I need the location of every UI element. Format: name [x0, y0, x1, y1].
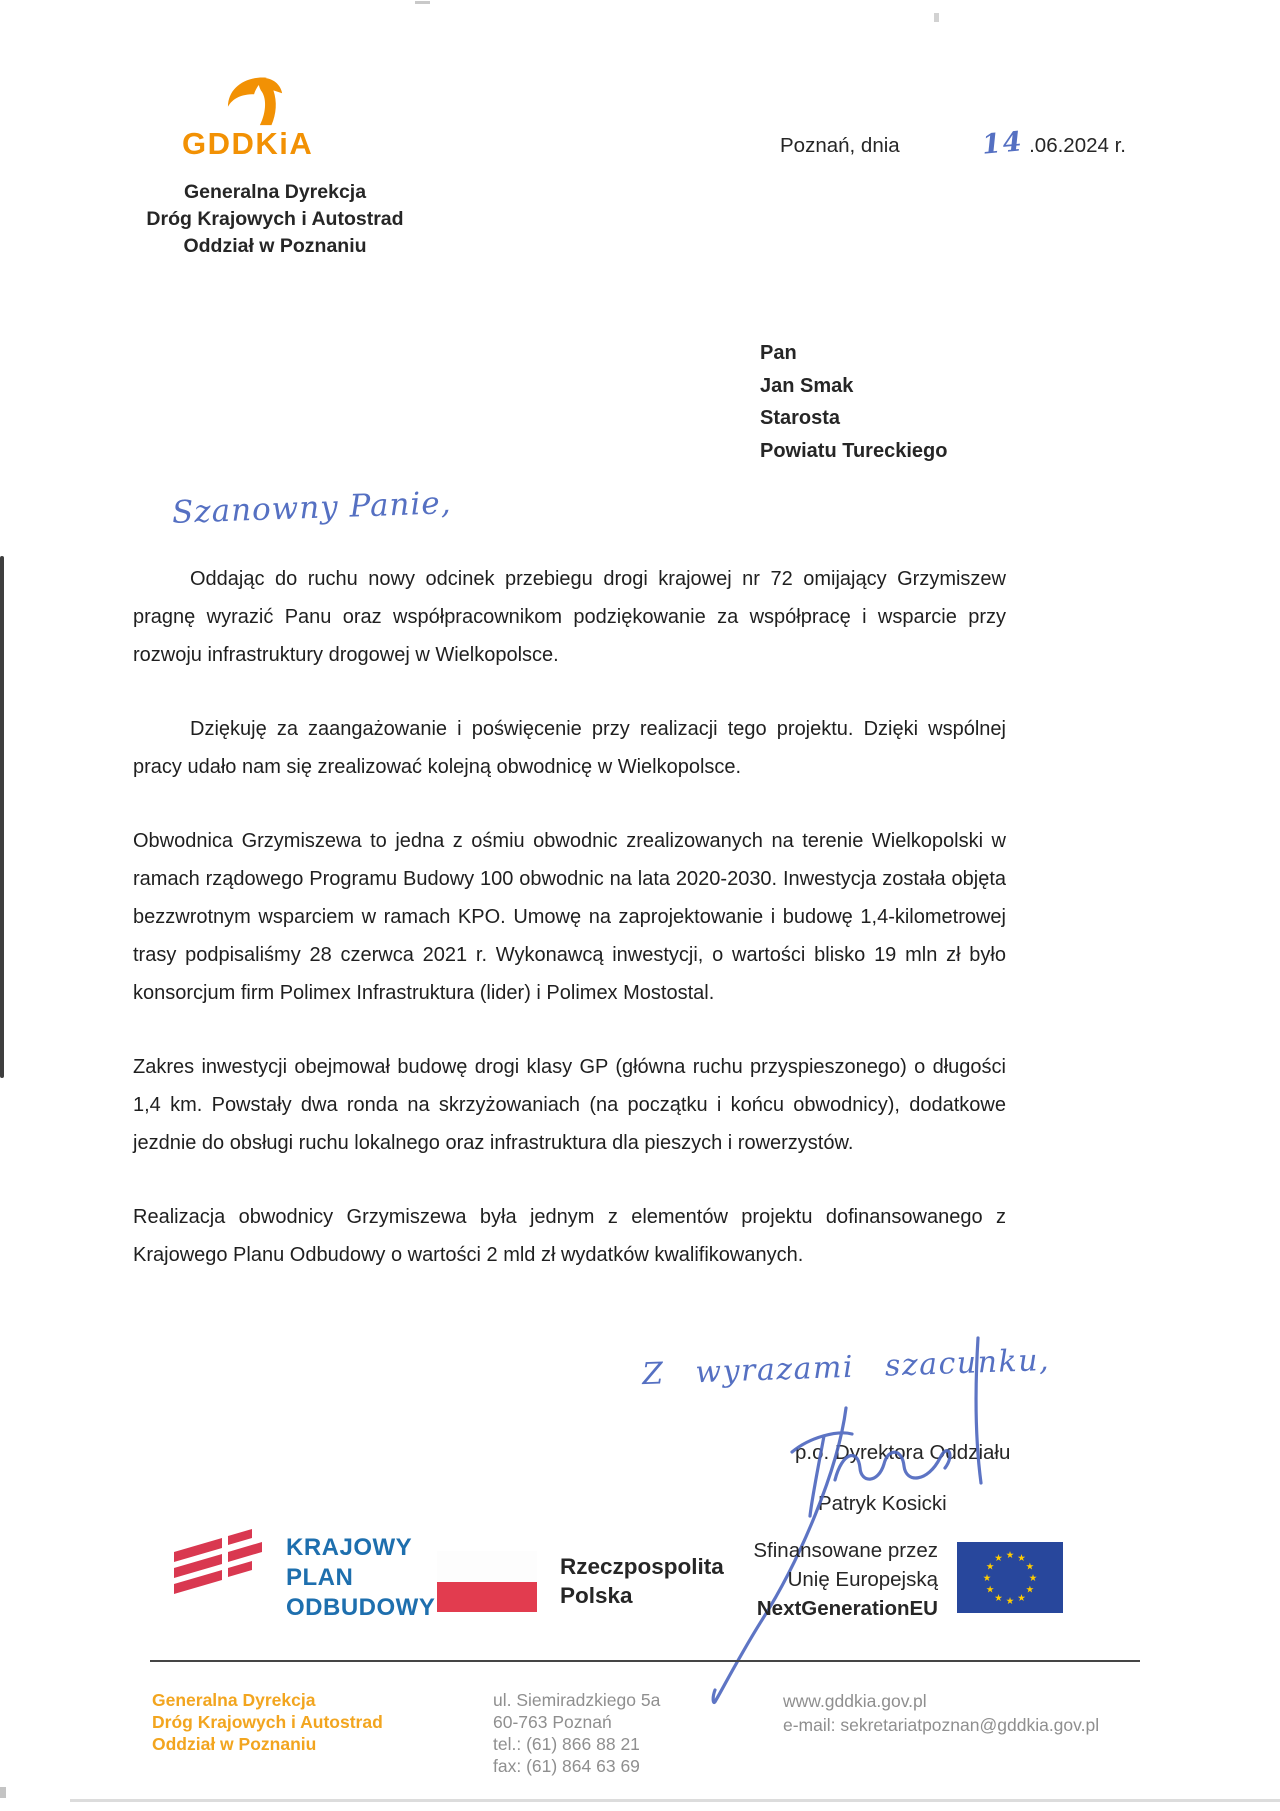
footer-address-line: 60-763 Poznań [493, 1712, 612, 1732]
footer-address [493, 1689, 660, 1777]
scan-speck [415, 1, 430, 4]
footer-organization [152, 1689, 383, 1755]
svg-text:★: ★ [1017, 1553, 1026, 1565]
date-rest: .06.2024 r. [1029, 134, 1126, 157]
handwritten-closing: Z wyrazami szacunku, [641, 1342, 1051, 1393]
date-line [780, 128, 1126, 159]
footer-org-line: Generalna Dyrekcja [152, 1690, 316, 1710]
sender-block [118, 179, 432, 260]
svg-text:★: ★ [1028, 1573, 1038, 1584]
footer-address-line: fax: (61) 864 63 69 [493, 1756, 640, 1776]
recipient-block [760, 337, 947, 467]
scan-speck [0, 1787, 6, 1798]
recipient-line: Jan Smak [760, 374, 854, 397]
footer-address-line: tel.: (61) 866 88 21 [493, 1734, 640, 1754]
signer-name: Patryk Kosicki [818, 1492, 947, 1515]
scan-streak-artifact [0, 556, 4, 1078]
eu-line: Sfinansowane przez [753, 1539, 938, 1562]
sender-line: Dróg Krajowych i Autostrad [146, 208, 404, 230]
handwritten-day: 14 [980, 126, 1025, 161]
scan-bottom-edge [70, 1799, 1280, 1802]
footer-divider [150, 1660, 1140, 1662]
paragraph: Realizacja obwodnicy Grzymiszewa była jednym z elementów projektu dofinansowanego z Krajowego Planu Odbudowy o wartości 2 mld zł wydatków kwalifikowanych. [133, 1206, 1006, 1266]
recipient-line: Powiatu Tureckiego [760, 439, 948, 462]
sender-line: Oddział w Poznaniu [183, 235, 367, 257]
poland-flag-icon [437, 1551, 537, 1612]
kpo-line: KRAJOWY [286, 1534, 413, 1561]
paragraph: Dziękuję za zaangażowanie i poświęcenie przy realizacji tego projektu. Dzięki wspólnej pracy udało nam się zrealizować kolejną obwodnicę w Wielkopolsce. [133, 718, 1006, 778]
kpo-logo-icon [170, 1526, 270, 1611]
eu-line: Unię Europejską [787, 1568, 938, 1591]
rp-line: Rzeczpospolita [560, 1554, 724, 1579]
svg-text:★: ★ [982, 1573, 992, 1584]
svg-text:★: ★ [985, 1561, 995, 1573]
eu-line-nextgeneu: NextGenerationEU [756, 1597, 938, 1620]
footer-org-line: Oddział w Poznaniu [152, 1734, 317, 1754]
letter-body [133, 560, 1006, 1274]
svg-text:★: ★ [994, 1553, 1003, 1565]
paragraph: Obwodnica Grzymiszewa to jedna z ośmiu obwodnic zrealizowanych na terenie Wielkopolski w ramach rządowego Programu Budowy 100 obwodnic na lata 2020-2030. Inwestycja została objęta bezzwrotnym wsparciem w ramach KPO. Umowę na zaprojektowanie i budowę 1,4-kilometrowej trasy podpisaliśmy 28 czerwca 2021 r. Wykonawcą inwestycji, o wartości blisko 19 mln zł było konsorcjum firm Polimex Infrastruktura (lider) i Polimex Mostostal. [133, 830, 1006, 1004]
paragraph: Zakres inwestycji obejmował budowę drogi klasy GP (główna ruchu przyspieszonego) o długości 1,4 km. Powstały dwa ronda na skrzyżowaniach (na początku i końcu obwodnicy), dodatkowe jezdnie do obsługi ruchu lokalnego oraz infrastruktura dla pieszych i rowerzystów. [133, 1056, 1006, 1154]
scan-speck [934, 13, 939, 22]
footer-address-line: ul. Siemiradzkiego 5a [493, 1690, 661, 1710]
flag-white-stripe [437, 1551, 537, 1582]
footer-email: e-mail: sekretariatpoznan@gddkia.gov.pl [783, 1715, 1100, 1735]
flag-red-stripe [437, 1582, 537, 1613]
handwritten-greeting: Szanowny Panie, [171, 485, 453, 531]
svg-text:★: ★ [1005, 1596, 1015, 1607]
paragraph: Oddając do ruchu nowy odcinek przebiegu drogi krajowej nr 72 omijający Grzymiszew pragnę wyrazić Panu oraz współpracownikom podziękowanie za współpracę i wsparcie przy rozwoju infrastruktury drogowej w Wielkopolsce. [133, 568, 1006, 666]
recipient-line: Pan [760, 342, 797, 364]
svg-text:★: ★ [1025, 1561, 1035, 1573]
svg-text:★: ★ [985, 1584, 995, 1596]
gddkia-logo-wordmark: GDDKiA [182, 126, 314, 161]
footer-website: www.gddkia.gov.pl [783, 1691, 927, 1711]
eu-flag-icon [957, 1542, 1063, 1618]
footer-org-line: Dróg Krajowych i Autostrad [152, 1712, 383, 1732]
kpo-line: PLAN [286, 1564, 354, 1591]
footer-contact [783, 1689, 1099, 1737]
sender-line: Generalna Dyrekcja [183, 181, 367, 203]
date-city-label: Poznań, dnia [780, 134, 900, 157]
svg-text:★: ★ [1025, 1584, 1035, 1596]
recipient-line: Starosta [760, 407, 841, 429]
svg-text:★: ★ [994, 1592, 1003, 1604]
kpo-line: ODBUDOWY [286, 1594, 436, 1621]
kpo-logo-text [286, 1533, 435, 1623]
rp-line: Polska [560, 1583, 633, 1608]
svg-text:★: ★ [1017, 1592, 1026, 1604]
signer-title: p.o. Dyrektora Oddziału [795, 1441, 1011, 1464]
svg-text:★: ★ [1005, 1550, 1015, 1561]
eu-funding-label [660, 1536, 938, 1623]
